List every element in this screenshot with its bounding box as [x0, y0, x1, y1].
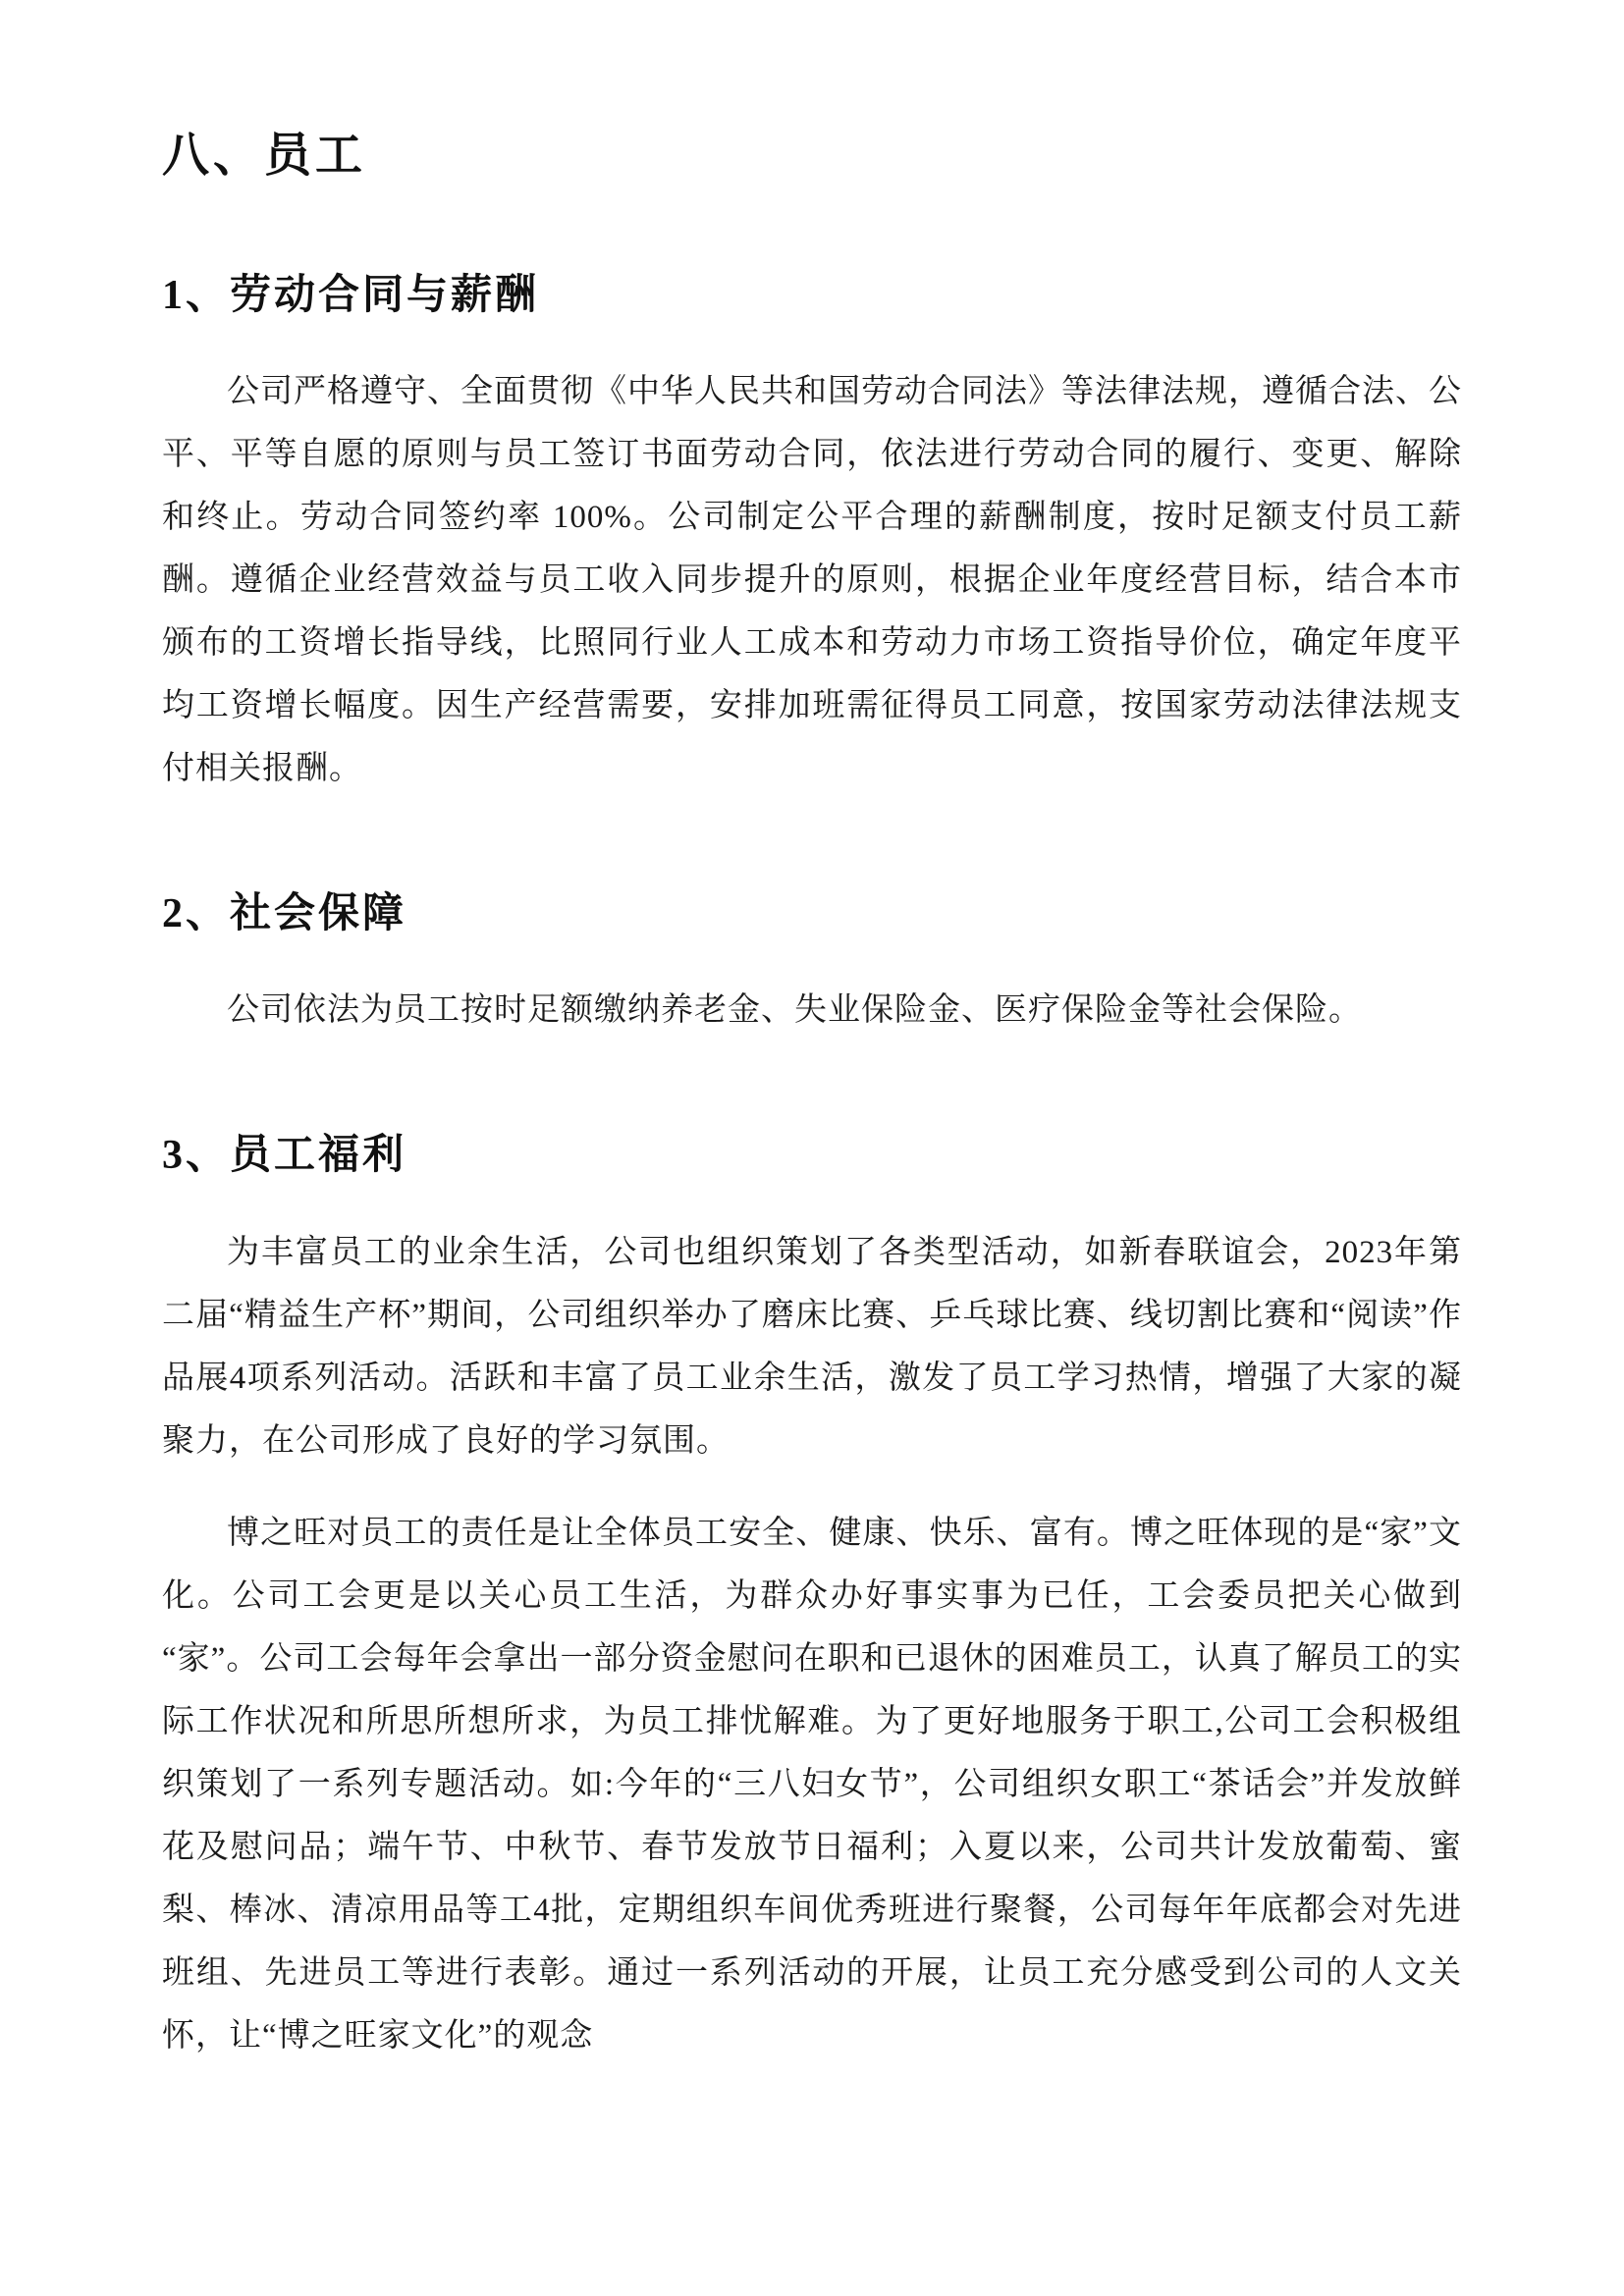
paragraph-social-security: 公司依法为员工按时足额缴纳养老金、失业保险金、医疗保险金等社会保险。	[227, 992, 1362, 1029]
paragraph-labor-contract: 公司严格遵守、全面贯彻《中华人民共和国劳动合同法》等法律法规，遵循合法、公平、平等自愿的原则与员工签订书面劳动合同，依法进行劳动合同的履行、变更、解除和终止。劳动合同签约率 100%。公司制定公平合理的薪酬制度，按时足额支付员工薪酬。遵循企业经营效益与员工收入同步提升的原则，根据企业年度经营目标，结合本市颁布的工资增长指导线，比照同行业人工成本和劳动力市场工资指导价位，确定年度平均工资增长幅度。因生产经营需要，安排加班需征得员工同意，按国家劳动法律法规支付相关报酬。	[162, 374, 1462, 787]
section-heading-employee-benefits: 3、员工福利	[162, 1133, 407, 1179]
chapter-title: 八、员工	[162, 128, 367, 183]
section-heading-social-security: 2、社会保障	[162, 891, 407, 937]
section-labor-contract-and-pay	[162, 272, 1462, 800]
paragraph-family-culture: 博之旺对员工的责任是让全体员工安全、健康、快乐、富有。博之旺体现的是“家”文化。公司工会更是以关心员工生活，为群众办好事实事为已任，工会委员把关心做到“家”。公司工会每年会拿出一部分资金慰问在职和已退休的困难员工，认真了解员工的实际工作状况和所思所想所求，为员工排忧解难。为了更好地服务于职工,公司工会积极组织策划了一系列专题活动。如:今年的“三八妇女节”，公司组织女职工“茶话会”并发放鲜花及慰问品；端午节、中秋节、春节发放节日福利；入夏以来，公司共计发放葡萄、蜜梨、棒冰、清凉用品等工4批，定期组织车间优秀班进行聚餐，公司每年年底都会对先进班组、先进员工等进行表彰。通过一系列活动的开展，让员工充分感受到公司的人文关怀，让“博之旺家文化”的观念	[162, 1515, 1462, 2054]
section-employee-benefits	[162, 1132, 1462, 2066]
section-social-security	[162, 890, 1462, 1041]
paragraph-employee-activities: 为丰富员工的业余生活，公司也组织策划了各类型活动，如新春联谊会，2023年第二届“精益生产杯”期间，公司组织举办了磨床比赛、乒乓球比赛、线切割比赛和“阅读”作品展4项系列活动。活跃和丰富了员工业余生活，激发了员工学习热情，增强了大家的凝聚力，在公司形成了良好的学习氛围。	[162, 1234, 1462, 1459]
section-heading-labor-contract: 1、劳动合同与薪酬	[162, 272, 540, 318]
